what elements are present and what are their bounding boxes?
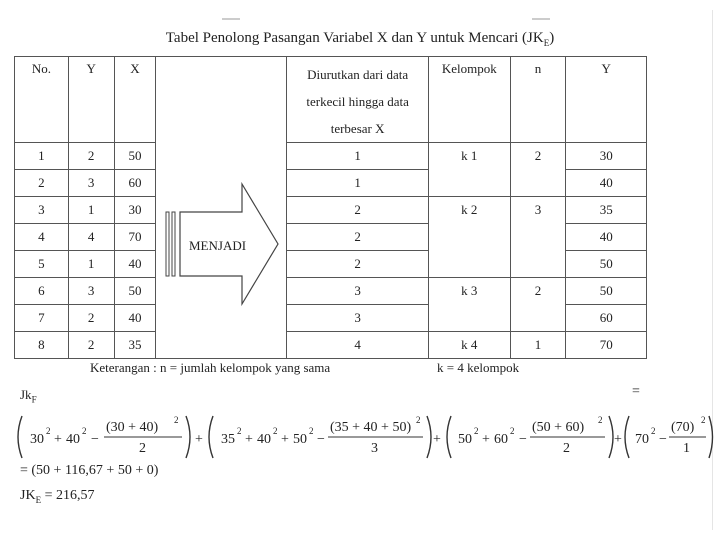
cell-y2: 50 [566,278,647,305]
header-y2: Y [566,57,647,143]
cell-sorted: 3 [287,278,428,305]
svg-text:+: + [195,432,203,447]
cell-y: 1 [68,251,114,278]
g3-sq1: 50 [458,432,472,447]
cell-y2: 40 [566,170,647,197]
header-group: Kelompok [428,57,510,143]
table-row [15,143,647,170]
cell-no: 3 [15,197,69,224]
g2-num: (35 + 40 + 50) [330,420,412,435]
note-left: Keterangan : n = jumlah kelompok yang sama [90,360,331,375]
g2-sq1: 35 [221,432,235,447]
svg-text:2: 2 [416,415,421,425]
cell-sorted: 2 [287,197,428,224]
cell-x: 50 [114,143,156,170]
g4-den: 1 [683,441,690,456]
g1-exp1: 2 [46,426,51,436]
lhs-sub: F [31,394,37,405]
data-table [14,56,647,359]
svg-text:2: 2 [701,415,706,425]
g1-numexp: 2 [174,415,179,425]
g4-num: (70) [671,420,695,435]
g3-num: (50 + 60) [532,420,585,435]
svg-text:+: + [614,432,622,447]
arrow-cell [156,143,287,359]
paren-close-3 [609,416,613,458]
cell-sorted: 4 [287,332,428,359]
menjadi-arrow-icon [156,146,286,354]
cell-x: 30 [114,197,156,224]
g1-sq1: 30 [30,432,44,447]
header-y: Y [68,57,114,143]
svg-text:2: 2 [651,426,656,436]
svg-text:+: + [245,432,253,447]
paren-open-3 [447,416,451,458]
svg-text:−: − [659,432,667,447]
result-main: JK [20,488,36,503]
cell-n: 2 [510,278,566,332]
lhs-main: Jk [20,387,32,402]
cell-x: 70 [114,224,156,251]
cell-y2: 60 [566,305,647,332]
cell-y: 3 [68,170,114,197]
result-sub: E [35,494,42,505]
svg-text:2: 2 [273,426,278,436]
svg-text:−: − [317,432,325,447]
cell-y2: 35 [566,197,647,224]
cell-no: 2 [15,170,69,197]
formula-equals: = [632,384,640,399]
svg-text:2: 2 [237,426,242,436]
header-sorted: Diurutkan dari data terkecil hingga data terbesar X [287,57,428,143]
g4-sq1: 70 [635,432,649,447]
cell-no: 5 [15,251,69,278]
cell-y2: 30 [566,143,647,170]
g2-sq2: 40 [257,432,271,447]
cell-x: 60 [114,170,156,197]
cell-n: 2 [510,143,566,197]
cell-sorted: 1 [287,143,428,170]
paren-open-2 [209,416,213,458]
cell-no: 1 [15,143,69,170]
cell-no: 4 [15,224,69,251]
header-no: No. [15,57,69,143]
cell-y: 3 [68,278,114,305]
arrow-column-header [156,57,287,143]
table-row [15,278,647,305]
g2-den: 3 [371,441,378,456]
g1-sq2: 40 [66,432,80,447]
svg-text:+: + [281,432,289,447]
paren-close-4 [709,416,713,458]
cell-x: 40 [114,251,156,278]
svg-text:−: − [519,432,527,447]
cell-n: 1 [510,332,566,359]
svg-text:2: 2 [474,426,479,436]
header-mark-right [532,18,550,20]
paren-open-4 [625,416,629,458]
title-sub: E [543,38,550,48]
cell-x: 40 [114,305,156,332]
cell-sorted: 2 [287,251,428,278]
formula-expression [14,412,714,462]
cell-group: k 3 [428,278,510,332]
formula-result [20,488,94,505]
svg-text:2: 2 [309,426,314,436]
g1-den: 2 [139,441,146,456]
cell-y: 2 [68,332,114,359]
title-prefix: Tabel Penolong Pasangan Variabel X dan Y untuk Mencari (JK [165,30,544,46]
svg-text:+: + [54,432,62,447]
title-suffix: ) [549,30,555,46]
cell-y: 2 [68,143,114,170]
cell-y: 4 [68,224,114,251]
g2-sq3: 50 [293,432,307,447]
cell-n: 3 [510,197,566,278]
cell-no: 7 [15,305,69,332]
g1-exp2: 2 [82,426,87,436]
cell-y: 2 [68,305,114,332]
g3-den: 2 [563,441,570,456]
table-row [15,332,647,359]
cell-sorted: 3 [287,305,428,332]
header-mark-left [222,18,240,20]
cell-x: 35 [114,332,156,359]
paren-close-1 [186,416,190,458]
svg-text:−: − [91,432,99,447]
result-value: = 216,57 [41,488,95,503]
header-n: n [510,57,566,143]
cell-no: 6 [15,278,69,305]
header-x: X [114,57,156,143]
cell-y: 1 [68,197,114,224]
cell-y2: 70 [566,332,647,359]
cell-no: 8 [15,332,69,359]
svg-text:2: 2 [598,415,603,425]
svg-text:2: 2 [510,426,515,436]
g1-num: (30 + 40) [106,420,159,435]
cell-sorted: 1 [287,170,428,197]
cell-sorted: 2 [287,224,428,251]
svg-text:+: + [482,432,490,447]
paren-open-1 [18,416,22,458]
paren-close-2 [427,416,431,458]
g3-sq2: 60 [494,432,508,447]
arrow-label: MENJADI [189,238,247,254]
cell-group: k 2 [428,197,510,278]
cell-y2: 40 [566,224,647,251]
svg-text:+: + [433,432,441,447]
formula-step: = (50 + 116,67 + 50 + 0) [20,463,159,478]
formula-lhs [20,387,37,405]
cell-group: k 4 [428,332,510,359]
table-title [0,30,720,48]
cell-x: 50 [114,278,156,305]
note-right: k = 4 kelompok [437,360,520,375]
table-row [15,197,647,224]
cell-group: k 1 [428,143,510,197]
cell-y2: 50 [566,251,647,278]
